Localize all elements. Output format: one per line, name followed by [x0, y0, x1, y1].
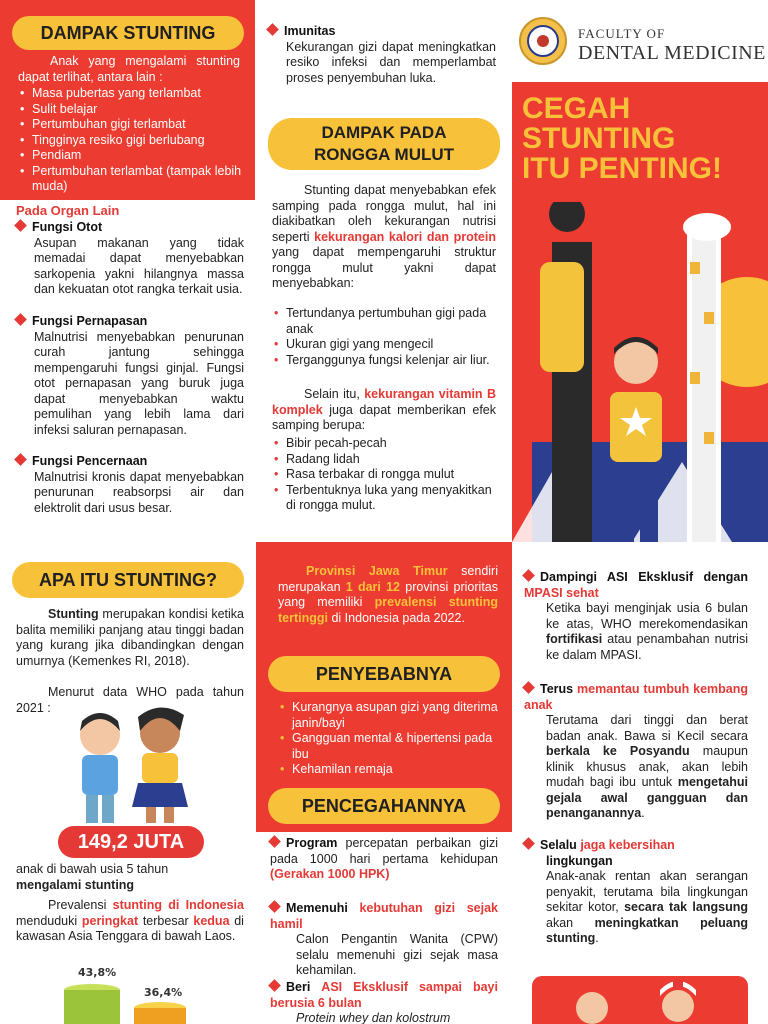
mouth-item: • Ukuran gigi yang mengecil	[272, 337, 498, 353]
diamond-icon	[266, 23, 279, 36]
organ-otot: Fungsi Otot Asupan makanan yang tidak memadai dapat menyebabkan sarkopenia yakni hilangnya massa dan kekuatan otot rangka terkait usia.	[16, 220, 244, 298]
mouth-item: • Radang lidah	[272, 452, 498, 468]
children-illustration	[60, 705, 200, 825]
diamond-icon	[268, 979, 281, 992]
mouth-item: • Terganggunya fungsi kelenjar air liur.	[272, 353, 498, 369]
panel-penyebab	[256, 542, 512, 832]
faculty-line-2: DENTAL MEDICINE	[578, 42, 766, 64]
who-data: Menurut data WHO pada tahun 2021 :	[16, 685, 244, 715]
sign-item: • Sulit belajar	[18, 102, 246, 118]
sign-item: • Pertumbuhan gigi terlambat	[18, 117, 246, 133]
stunting-definition: Stunting merupakan kondisi ketika balita memiliki panjang atau tinggi badan yang kurang jika dibandingkan dengan umurnya (Kemenkes RI, 2018).	[16, 607, 244, 668]
cause-item: • Kehamilan remaja	[278, 762, 500, 778]
sign-item: • Tingginya resiko gigi berlubang	[18, 133, 246, 149]
dampak-intro: Anak yang mengalami stunting dapat terlihat, antara lain :	[18, 54, 240, 84]
rongga-mulut-title: DAMPAK PADA RONGGA MULUT	[268, 118, 500, 170]
diamond-icon	[522, 837, 535, 850]
faculty-line-1: FACULTY OF	[578, 26, 666, 41]
apa-itu-stunting-title: APA ITU STUNTING?	[12, 562, 244, 598]
cause-item: • Gangguan mental & hipertensi pada ibu	[278, 731, 500, 762]
prev-item-gizi: Memenuhi kebutuhan gizi sejak hamil Calon Pengantin Wanita (CPW) selalu memenuhi gizi sejak masa kehamilan.	[270, 901, 498, 977]
diamond-icon	[522, 569, 535, 582]
sign-item: • Masa pubertas yang terlambat	[18, 86, 246, 102]
diamond-icon	[14, 313, 27, 326]
diamond-icon	[268, 900, 281, 913]
causes-list	[278, 700, 500, 778]
nurse-baby-illustration	[532, 976, 748, 1024]
sign-item: • Pendiam	[18, 148, 246, 164]
imunitas-block: Imunitas Kekurangan gizi dapat meningkatkan resiko infeksi dan memperlambat proses penyembuhan luka.	[268, 24, 496, 86]
organ-pernapasan: Fungsi Pernapasan Malnutrisi menyebabkan penurunan curah jantung sehingga mempengaruhi fungsi ginjal. Fungsi otot pernapasan yang buruk juga dapat menyebabkan waktu pemulihan yang lebih lama dari infeksi saluran pernapasan.	[16, 314, 244, 438]
sign-item: • Pertumbuhan terlambat (tampak lebih muda)	[18, 164, 246, 195]
prev-item-asi: Beri ASI Eksklusif sampai bayi berusia 6 bulan Protein whey dan kolostrum	[270, 980, 498, 1024]
mouth-paragraph-1: Stunting dapat menyebabkan efek samping pada rongga mulut, hal ini diakibatkan oleh kekurangan nutrisi seperti kekurangan kalori dan protein yang dapat mempengaruhi struktur rongga mulut yakni dapat menyebabkan:	[272, 183, 496, 290]
mouth-list-2	[272, 436, 498, 514]
diamond-icon	[14, 219, 27, 232]
diamond-icon	[14, 453, 27, 466]
diamond-icon	[268, 835, 281, 848]
big-number-badge: 149,2 JUTA	[58, 826, 204, 858]
mouth-item: • Bibir pecah-pecah	[272, 436, 498, 452]
diamond-icon	[522, 681, 535, 694]
mouth-item: • Terbentuknya luka yang menyakitkan di rongga mulut.	[272, 483, 498, 514]
cause-item: • Kurangnya asupan gizi yang diterima janin/bayi	[278, 700, 500, 731]
dampak-stunting-title: DAMPAK STUNTING	[12, 16, 244, 50]
prevalensi-text: Prevalensi stunting di Indonesia menduduki peringkat terbesar kedua di kawasan Asia Tenggara di bawah Laos.	[16, 898, 244, 943]
organ-pencernaan: Fungsi Pencernaan Malnutrisi kronis dapat menyebabkan penurunan reabsorpsi air dan elektrolit dari usus besar.	[16, 454, 244, 516]
cover-panel	[512, 82, 768, 542]
prevalence-bars	[60, 984, 200, 1024]
prev-item-program: Program percepatan perbaikan gizi pada 1000 hari pertama kehidupan (Gerakan 1000 HPK)	[270, 836, 498, 881]
panel-dampak-stunting	[0, 0, 255, 200]
pencegahan-title: PENCEGAHANNYA	[268, 788, 500, 824]
tip-kebersihan: Selalu jaga kebersihan lingkungan Anak-anak rentan akan serangan penyakit, terutama bila lingkungan sekitar kotor, secara tak langsung akan meningkatkan peluang stunting.	[524, 838, 748, 947]
faculty-header	[512, 0, 768, 82]
bar-label-2: 36,4%	[144, 986, 183, 999]
mouth-list-1	[272, 306, 498, 368]
jatim-text: Provinsi Jawa Timur sendiri merupakan 1 dari 12 provinsi prioritas yang memiliki prevalensi stunting tertinggi di Indonesia pada 2022.	[278, 564, 499, 625]
mouth-item: • Tertundanya pertumbuhan gigi pada anak	[272, 306, 498, 337]
signs-list	[18, 86, 246, 195]
penyebab-title: PENYEBABNYA	[268, 656, 500, 692]
nurse-illustration-panel	[532, 976, 748, 1024]
mouth-item: • Rasa terbakar di rongga mulut	[272, 467, 498, 483]
cover-illustration	[512, 202, 768, 542]
mouth-paragraph-2: Selain itu, kekurangan vitamin B komplek juga dapat memberikan efek samping berupa:	[272, 387, 496, 432]
bar-label-1: 43,8%	[78, 966, 117, 979]
under-5-text: anak di bawah usia 5 tahun mengalami stunting	[16, 862, 169, 892]
tip-memantau: Terus memantau tumbuh kembang anak Terutama dari tinggi dan berat badan anak. Bawa si Kecil secara berkala ke Posyandu maupun klinik khusus anak, akan lebih mudah bagi ibu untuk mengetahui gejala awal gangguan dan penanganannya.	[524, 682, 748, 820]
tip-asi-mpasi: Dampingi ASI Eksklusif dengan MPASI sehat Ketika bayi menginjak usia 6 bulan ke atas, WHO merekomendasikan fortifikasi atau penambahan nutrisi ke dalam MPASI.	[524, 570, 748, 662]
faculty-logo-icon	[518, 16, 568, 66]
cover-headline: CEGAH STUNTING ITU PENTING!	[522, 92, 722, 185]
organ-heading: Pada Organ Lain	[16, 203, 120, 218]
